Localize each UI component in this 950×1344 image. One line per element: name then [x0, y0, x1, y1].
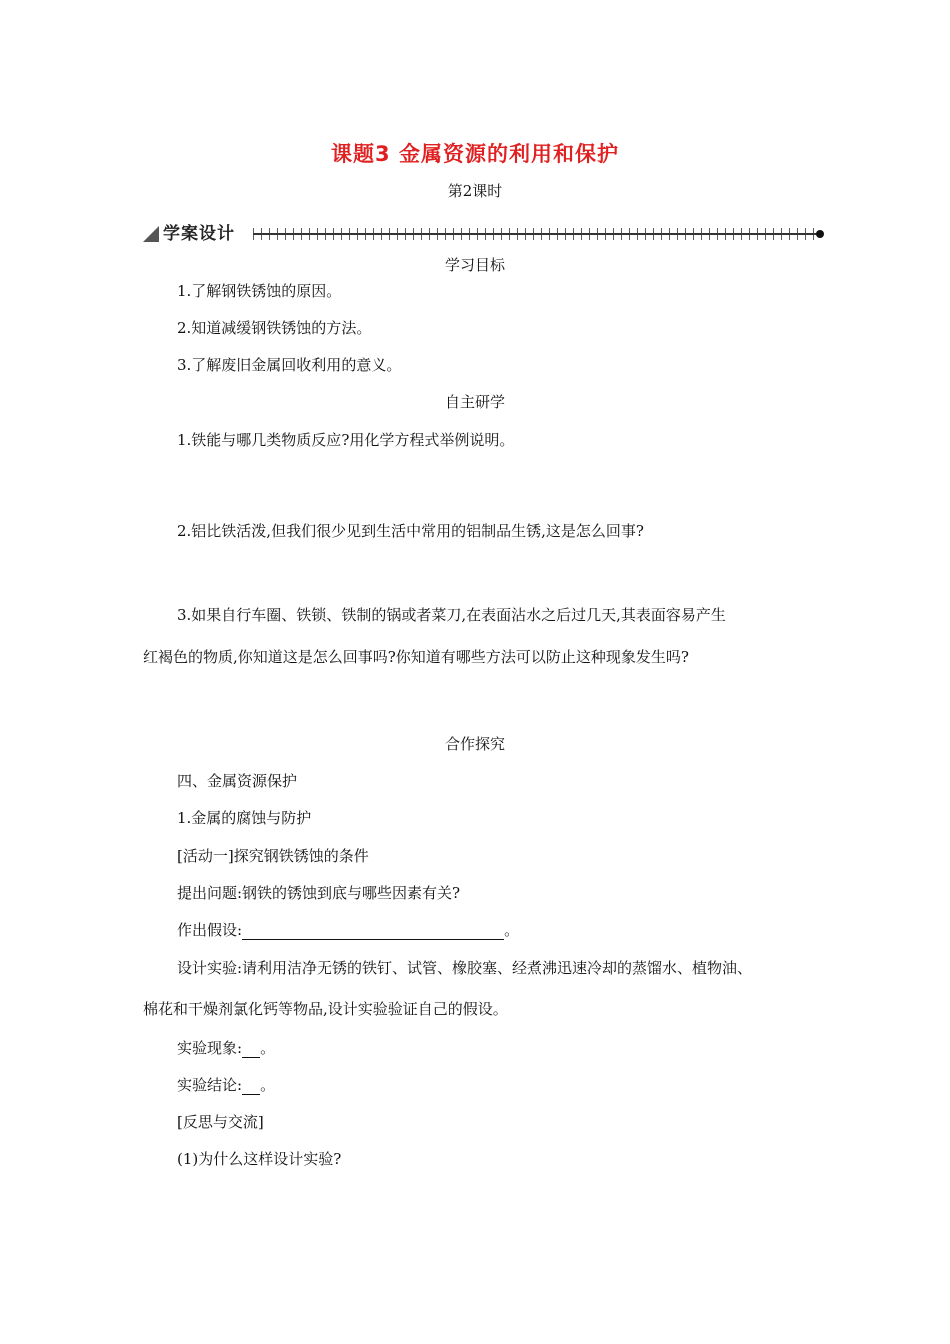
phenomenon-label: 实验现象: — [177, 1039, 243, 1057]
selfstudy-question-3-line-1: 3.如果自行车圈、铁锁、铁制的锅或者菜刀,在表面沾水之后过几天,其表面容易产生 — [177, 606, 726, 624]
goal-item: 1.了解钢铁锈蚀的原因。 — [177, 282, 342, 300]
selfstudy-question-1: 1.铁能与哪几类物质反应?用化学方程式举例说明。 — [177, 431, 515, 449]
lesson-period: 第2课时 — [447, 182, 503, 200]
design-line-1: 设计实验:请利用洁净无锈的铁钉、试管、橡胶塞、经煮沸迅速冷却的蒸馏水、植物油、 — [177, 959, 753, 977]
conclusion-blank[interactable] — [242, 1080, 260, 1095]
conclusion-end: 。 — [260, 1076, 276, 1094]
hypothesis-label: 作出假设: — [177, 921, 243, 939]
research-question: 提出问题:钢铁的锈蚀到底与哪些因素有关? — [177, 884, 461, 902]
reflection-title: [反思与交流] — [177, 1113, 264, 1131]
hypothesis-end: 。 — [504, 921, 520, 939]
phenomenon-blank[interactable] — [242, 1043, 260, 1058]
goal-item: 2.知道减缓钢铁锈蚀的方法。 — [177, 319, 372, 337]
banner-rule — [253, 233, 821, 235]
phenomenon-row — [177, 1037, 275, 1058]
activity-title: [活动一]探究钢铁锈蚀的条件 — [177, 847, 369, 865]
banner-triangle-icon — [143, 226, 159, 242]
page-title: 课题3 金属资源的利用和保护 — [331, 142, 619, 166]
coop-heading: 合作探究 — [444, 735, 505, 753]
goal-item: 3.了解废旧金属回收利用的意义。 — [177, 356, 402, 374]
phenomenon-end: 。 — [260, 1039, 276, 1057]
section-banner — [143, 222, 825, 246]
banner-end-dot-icon — [816, 230, 824, 238]
selfstudy-question-2: 2.铝比铁活泼,但我们很少见到生活中常用的铝制品生锈,这是怎么回事? — [177, 522, 644, 540]
selfstudy-heading: 自主研学 — [444, 393, 505, 411]
design-line-2: 棉花和干燥剂氯化钙等物品,设计实验验证自己的假设。 — [143, 1000, 508, 1018]
selfstudy-question-3-line-2: 红褐色的物质,你知道这是怎么回事吗?你知道有哪些方法可以防止这种现象发生吗? — [143, 648, 689, 666]
reflection-question-1: (1)为什么这样设计实验? — [177, 1150, 342, 1168]
banner-label: 学案设计 — [163, 224, 235, 244]
conclusion-label: 实验结论: — [177, 1076, 243, 1094]
coop-section-title: 四、金属资源保护 — [177, 772, 298, 790]
conclusion-row — [177, 1074, 275, 1095]
goals-heading: 学习目标 — [444, 256, 505, 274]
hypothesis-row — [177, 919, 519, 940]
hypothesis-blank[interactable] — [242, 925, 504, 940]
coop-subsection-title: 1.金属的腐蚀与防护 — [177, 809, 312, 827]
